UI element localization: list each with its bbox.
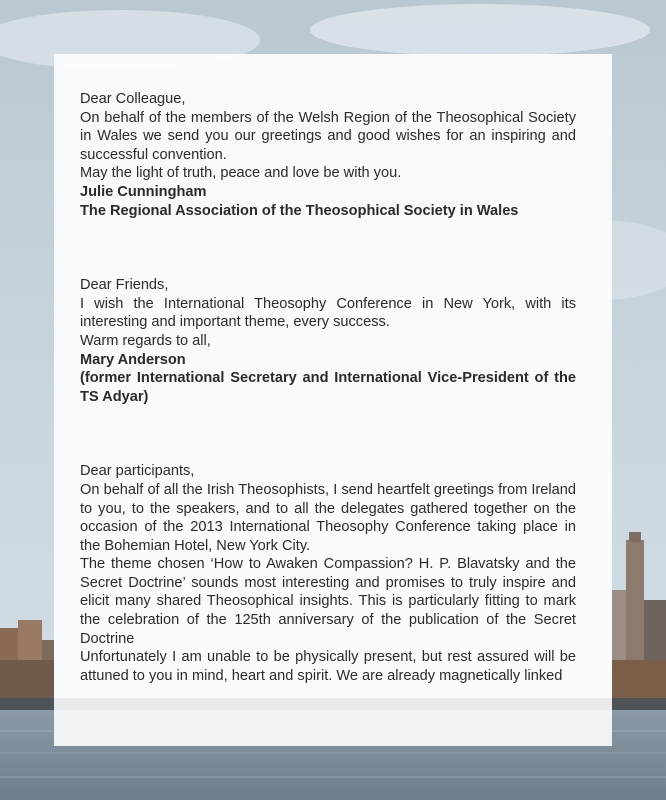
letter-body: On behalf of the members of the Welsh Region of the Theosophical Society in Wales we send you our greetings and good wishes for an inspiring and successful convention.: [80, 109, 576, 163]
signer-affiliation: The Regional Association of the Theosophical Society in Wales: [80, 202, 519, 219]
letter-3: [80, 462, 576, 685]
signer-affiliation: (former International Secretary and International Vice-President of the TS Adyar): [80, 370, 576, 405]
salutation: Dear participants,: [80, 463, 195, 480]
signer-name: Julie Cunningham: [80, 183, 207, 200]
salutation: Dear Friends,: [80, 277, 169, 294]
letter-body-2: The theme chosen ‘How to Awaken Compassion? H. P. Blavatsky and the Secret Doctrine’ sounds most interesting and promises to truly inspire and elicit many shared Theosophical insights. This is particularly fitting to mark the celebration of the 125th anniversary of the publication of the Secret Doctrine: [80, 556, 576, 647]
letter-body: I wish the International Theosophy Conference in New York, with its interesting and important theme, every success.: [80, 295, 576, 331]
signer-name: Mary Anderson: [80, 351, 186, 368]
salutation: Dear Colleague,: [80, 91, 186, 107]
closing: May the light of truth, peace and love be with you.: [80, 165, 402, 182]
letter-body-3: Unfortunately I am unable to be physically present, but rest assured will be attuned to you in mind, heart and spirit. We are already magnetically linked: [80, 649, 576, 684]
letter-2: [80, 276, 576, 406]
letter-1: [80, 90, 576, 220]
greeting-letters: [80, 90, 576, 685]
letter-body: On behalf of all the Irish Theosophists, I send heartfelt greetings from Ireland to you, to the speakers, and to all the delegates gathered together on the occasion of the 2013 International Theosophy Conference taking place in the Bohemian Hotel, New York City.: [80, 481, 576, 554]
closing: Warm regards to all,: [80, 332, 211, 349]
